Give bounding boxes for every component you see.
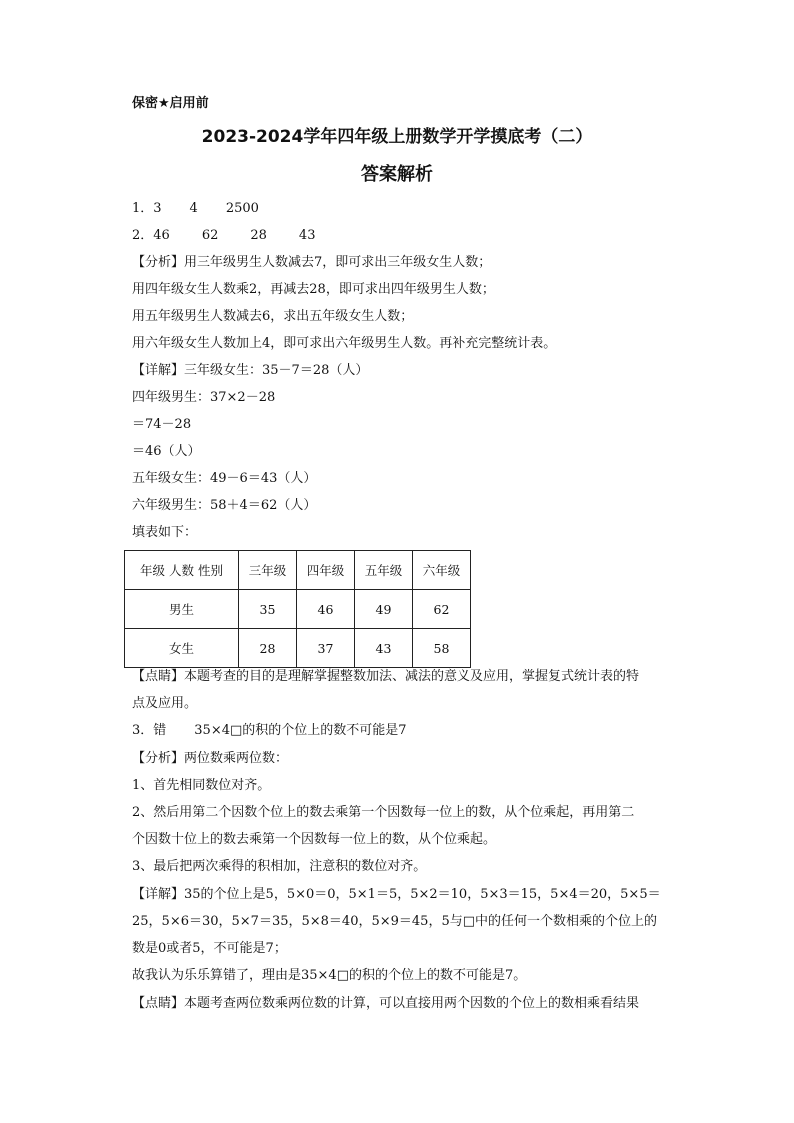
table-header-row [125,551,471,590]
answer-line-q2 [132,227,315,245]
table-cell: 37 [297,629,355,668]
q3-analysis-line: 3、最后把两次乘得的积相加，注意积的数位对齐。 [132,859,427,874]
table-header-cell: 五年级 [355,551,413,590]
q3-detail-line: 25，5×6＝30，5×7＝35，5×8＝40，5×9＝45，5与□中的任何一个数相乘的个位上的 [132,914,658,929]
q1-answer-3: 2500 [225,201,259,216]
table-row [125,629,471,668]
page-title: 2023-2024学年四年级上册数学开学摸底考（二） [201,127,593,147]
answer-line-q3 [132,722,407,740]
table-cell: 58 [413,629,471,668]
table-cell: 男生 [125,590,239,629]
table-cell: 62 [413,590,471,629]
q2-detail-line: 四年级男生：37×2－28 [132,390,276,405]
q2-comment-line: 点及应用。 [132,696,198,711]
q3-analysis-line: 【分析】两位数乘两位数： [132,751,289,766]
table-row [125,590,471,629]
q1-answer-2: 4 [189,201,198,216]
q2-detail-line: 【详解】三年级女生：35－7＝28（人） [132,363,369,378]
table-header-cell: 年级 人数 性别 [125,551,239,590]
q3-analysis-line: 个因数十位上的数去乘第一个因数每一位上的数，从个位乘起。 [132,832,497,847]
page-subtitle: 答案解析 [361,164,433,185]
q2-answer-2: 62 [201,228,219,243]
table-cell: 49 [355,590,413,629]
confidential-mark: 保密★启用前 [132,96,209,111]
answer-line-q1 [132,200,259,218]
q2-answer-4: 43 [298,228,316,243]
q2-analysis-line: 用四年级女生人数乘2，再减去28，即可求出四年级男生人数； [132,282,495,297]
q3-detail-line: 【点睛】本题考查两位数乘两位数的计算，可以直接用两个因数的个位上的数相乘看结果 [132,996,640,1011]
q2-analysis-line: 用六年级女生人数加上4，即可求出六年级男生人数。再补充完整统计表。 [132,336,557,351]
table-cell: 35 [239,590,297,629]
table-header-cell: 四年级 [297,551,355,590]
q2-detail-line: 六年级男生：58＋4＝62（人） [132,498,317,513]
q3-answer-label: 3．错 [132,723,167,738]
q2-detail-line: ＝74－28 [132,417,192,432]
q3-detail-line: 【详解】35的个位上是5，5×0＝0，5×1＝5，5×2＝10，5×3＝15，5×4＝20，5×5＝ [132,887,661,902]
q3-detail-line: 数是0或者5，不可能是7； [132,941,287,956]
q2-detail-line: ＝46（人） [132,444,201,459]
q1-answer-1: 1．3 [132,201,162,216]
table-cell: 女生 [125,629,239,668]
table-cell: 43 [355,629,413,668]
q2-analysis-line: 【分析】用三年级男生人数减去7，即可求出三年级女生人数； [132,255,492,270]
q2-comment-line: 【点睛】本题考查的目的是理解掌握整数加法、减法的意义及应用，掌握复式统计表的特 [132,669,640,684]
statistics-table [124,550,471,668]
table-header-cell: 三年级 [239,551,297,590]
table-cell: 28 [239,629,297,668]
q2-analysis-line: 用五年级男生人数减去6，求出五年级女生人数； [132,309,414,324]
q2-detail-line: 填表如下： [132,525,198,540]
q3-analysis-line: 2、然后用第二个因数个位上的数去乘第一个因数每一位上的数，从个位乘起，再用第二 [132,805,635,820]
q3-analysis-line: 1、首先相同数位对齐。 [132,778,271,793]
q2-answer-1: 2．46 [132,228,170,243]
q3-answer-text: 35×4□的积的个位上的数不可能是7 [194,723,407,738]
table-cell: 46 [297,590,355,629]
table-header-cell: 六年级 [413,551,471,590]
q2-detail-line: 五年级女生：49－6＝43（人） [132,471,317,486]
q2-answer-3: 28 [250,228,267,243]
q3-detail-line: 故我认为乐乐算错了，理由是35×4□的积的个位上的数不可能是7。 [132,968,527,983]
